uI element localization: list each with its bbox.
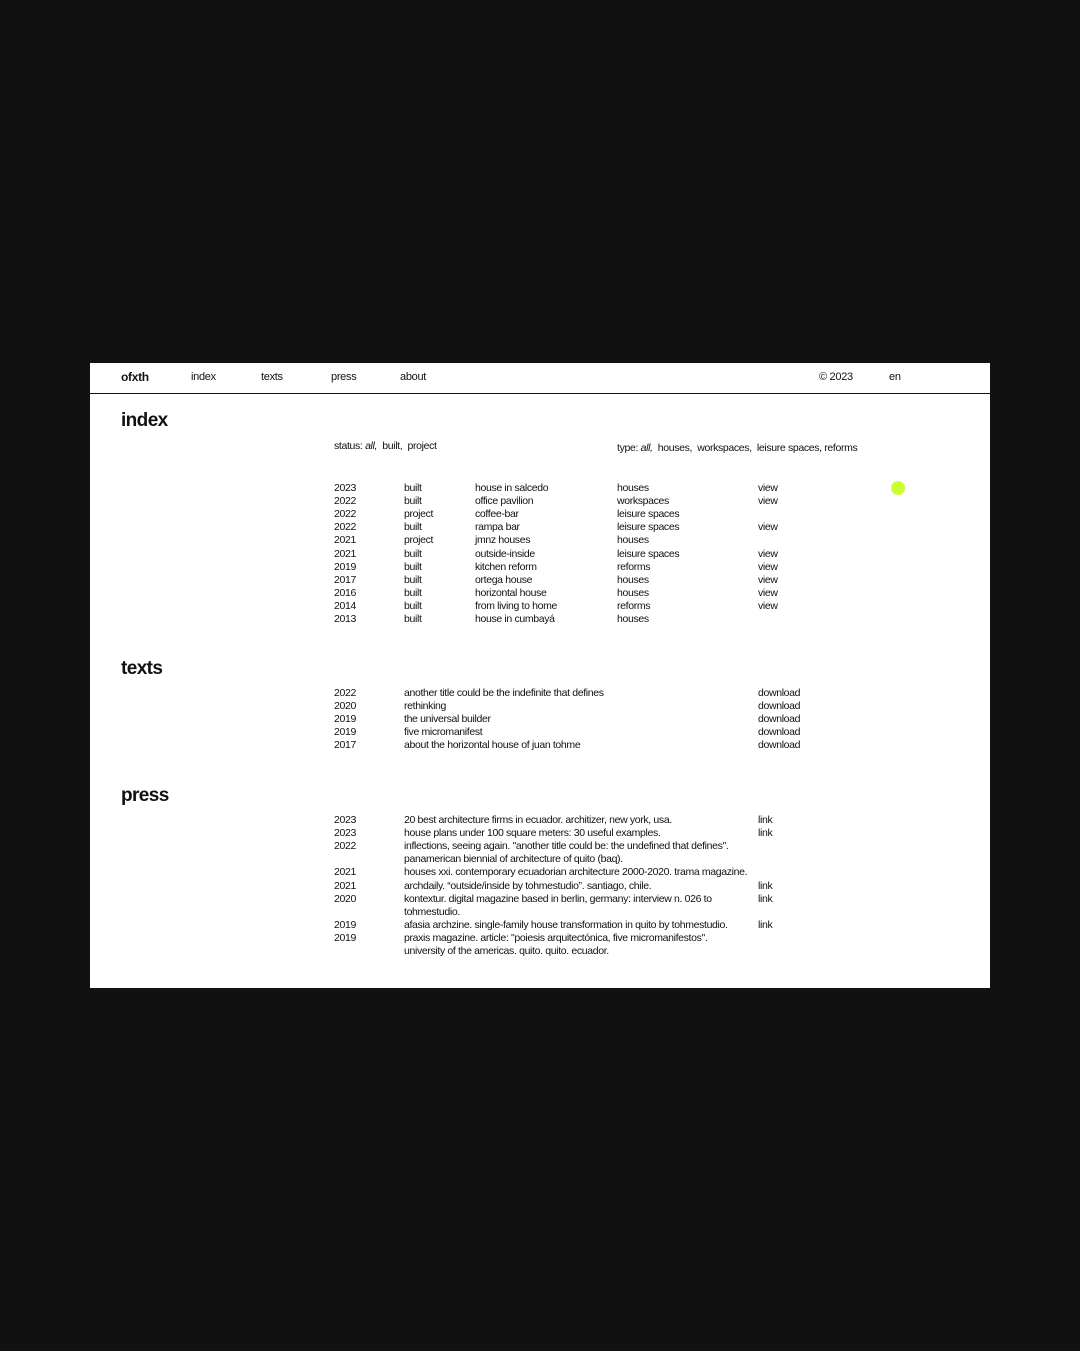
type-option-workspaces[interactable]: workspaces, [697, 442, 752, 454]
text-year: 2022 [334, 687, 356, 699]
project-year: 2022 [334, 508, 356, 521]
project-status: built [404, 599, 422, 612]
project-view-link[interactable]: view [758, 482, 778, 494]
text-year: 2017 [334, 739, 356, 752]
press-description: houses xxi. contemporary ecuadorian architecture 2000-2020. trama magazine. [404, 866, 748, 879]
project-status: project [404, 508, 434, 521]
language-switch[interactable]: en [889, 371, 901, 383]
project-view-link[interactable]: view [758, 495, 778, 508]
text-download-link[interactable]: download [758, 726, 801, 739]
project-status: built [404, 495, 422, 508]
text-title: the universal builder [404, 713, 491, 726]
press-heading: press [121, 785, 169, 806]
project-name[interactable]: ortega house [475, 573, 533, 586]
project-name[interactable]: from living to home [475, 599, 558, 612]
text-download-link[interactable]: download [758, 687, 801, 699]
project-name[interactable]: horizontal house [475, 586, 547, 599]
press-year: 2022 [334, 840, 356, 853]
status-label: status: [334, 440, 363, 452]
press-description: inflections, seeing again. "another title could be: the undefined that defines". panamerican biennial of architecture of quito (baq). [404, 840, 729, 866]
project-view-link[interactable]: view [758, 599, 778, 612]
type-option-reforms[interactable]: reforms [824, 442, 858, 454]
press-description: afasia archzine. single-family house transformation in quito by tohmestudio. [404, 918, 728, 931]
project-type: houses [617, 482, 649, 494]
press-description: archdaily. “outside/inside by tohmestudio”. santiago, chile. [404, 879, 652, 892]
project-name[interactable]: outside-inside [475, 547, 535, 560]
project-name[interactable]: house in cumbayá [475, 613, 555, 625]
project-year: 2013 [334, 613, 356, 625]
status-filter [334, 440, 437, 453]
index-heading: index [121, 410, 168, 431]
project-year: 2014 [334, 599, 356, 612]
cursor-dot [891, 481, 905, 495]
text-title: rethinking [404, 700, 447, 713]
copyright: © 2023 [819, 371, 853, 383]
project-year: 2016 [334, 586, 356, 599]
project-view-link[interactable]: view [758, 560, 778, 573]
project-status: project [404, 534, 434, 547]
press-description: praxis magazine. article: "poiesis arquitectónica, five micromanifestos". university of the americas. quito. quito. ecuador. [404, 931, 708, 957]
text-title: another title could be the indefinite that defines [404, 687, 604, 699]
site-logo[interactable]: ofxth [121, 370, 149, 384]
press-year: 2021 [334, 866, 356, 879]
project-type: houses [617, 613, 649, 625]
project-status: built [404, 586, 422, 599]
project-view-link[interactable]: view [758, 573, 778, 586]
project-name[interactable]: jmnz houses [475, 534, 531, 547]
project-status: built [404, 521, 422, 534]
press-link[interactable]: link [758, 827, 773, 840]
press-year: 2019 [334, 918, 356, 931]
text-download-link[interactable]: download [758, 700, 801, 713]
project-status: built [404, 560, 422, 573]
project-view-link[interactable]: view [758, 521, 778, 534]
press-description: kontextur. digital magazine based in berlin, germany: interview n. 026 to tohmestudio. [404, 892, 712, 918]
text-download-link[interactable]: download [758, 739, 801, 752]
project-type: houses [617, 573, 649, 586]
status-option-all[interactable]: all, [365, 440, 378, 452]
press-link[interactable]: link [758, 918, 773, 931]
nav-item-about[interactable]: about [400, 371, 427, 383]
press-year: 2020 [334, 892, 356, 905]
project-type: workspaces [617, 495, 669, 508]
project-status: built [404, 613, 422, 625]
project-year: 2017 [334, 573, 356, 586]
text-title: five micromanifest [404, 726, 483, 739]
text-year: 2019 [334, 726, 356, 739]
project-type: houses [617, 534, 649, 547]
press-year: 2023 [334, 827, 356, 840]
text-title: about the horizontal house of juan tohme [404, 739, 581, 752]
type-option-houses[interactable]: houses, [657, 442, 693, 454]
project-type: leisure spaces [617, 547, 680, 560]
project-type: houses [617, 586, 649, 599]
text-year: 2019 [334, 713, 356, 726]
project-status: built [404, 547, 422, 560]
project-type: reforms [617, 560, 651, 573]
project-name[interactable]: house in salcedo [475, 482, 549, 494]
project-name[interactable]: kitchen reform [475, 560, 537, 573]
project-type: reforms [617, 599, 651, 612]
project-status: built [404, 573, 422, 586]
project-year: 2022 [334, 495, 356, 508]
texts-heading: texts [121, 658, 163, 679]
press-year: 2021 [334, 879, 356, 892]
text-download-link[interactable]: download [758, 713, 801, 726]
project-year: 2022 [334, 521, 356, 534]
project-view-link[interactable]: view [758, 586, 778, 599]
status-option-built[interactable]: built, [382, 440, 403, 452]
project-name[interactable]: rampa bar [475, 521, 520, 534]
project-type: leisure spaces [617, 521, 680, 534]
project-status: built [404, 482, 422, 494]
nav-item-press[interactable]: press [331, 371, 357, 383]
project-year: 2019 [334, 560, 356, 573]
project-type: leisure spaces [617, 508, 680, 521]
press-link[interactable]: link [758, 879, 773, 892]
project-year: 2021 [334, 534, 356, 547]
nav-item-index[interactable]: index [191, 371, 216, 383]
text-year: 2020 [334, 700, 356, 713]
project-view-link[interactable]: view [758, 547, 778, 560]
nav-item-texts[interactable]: texts [261, 371, 283, 383]
project-year: 2021 [334, 547, 356, 560]
type-option-all[interactable]: all, [640, 442, 653, 454]
press-description: 20 best architecture firms in ecuador. architizer, new york, usa. [404, 814, 672, 826]
project-name[interactable]: coffee-bar [475, 508, 519, 521]
press-link[interactable]: link [758, 892, 773, 905]
project-name[interactable]: office pavilion [475, 495, 534, 508]
type-label: type: [617, 442, 639, 454]
press-year: 2023 [334, 814, 356, 826]
press-year: 2019 [334, 931, 356, 944]
project-year: 2023 [334, 482, 356, 494]
status-option-project[interactable]: project [407, 440, 437, 452]
press-description: house plans under 100 square meters: 30 useful examples. [404, 827, 661, 840]
top-nav [90, 363, 990, 394]
type-option-leisure[interactable]: leisure spaces, [756, 442, 822, 454]
type-filter [617, 440, 867, 456]
press-link[interactable]: link [758, 814, 773, 826]
site-page [90, 363, 990, 988]
